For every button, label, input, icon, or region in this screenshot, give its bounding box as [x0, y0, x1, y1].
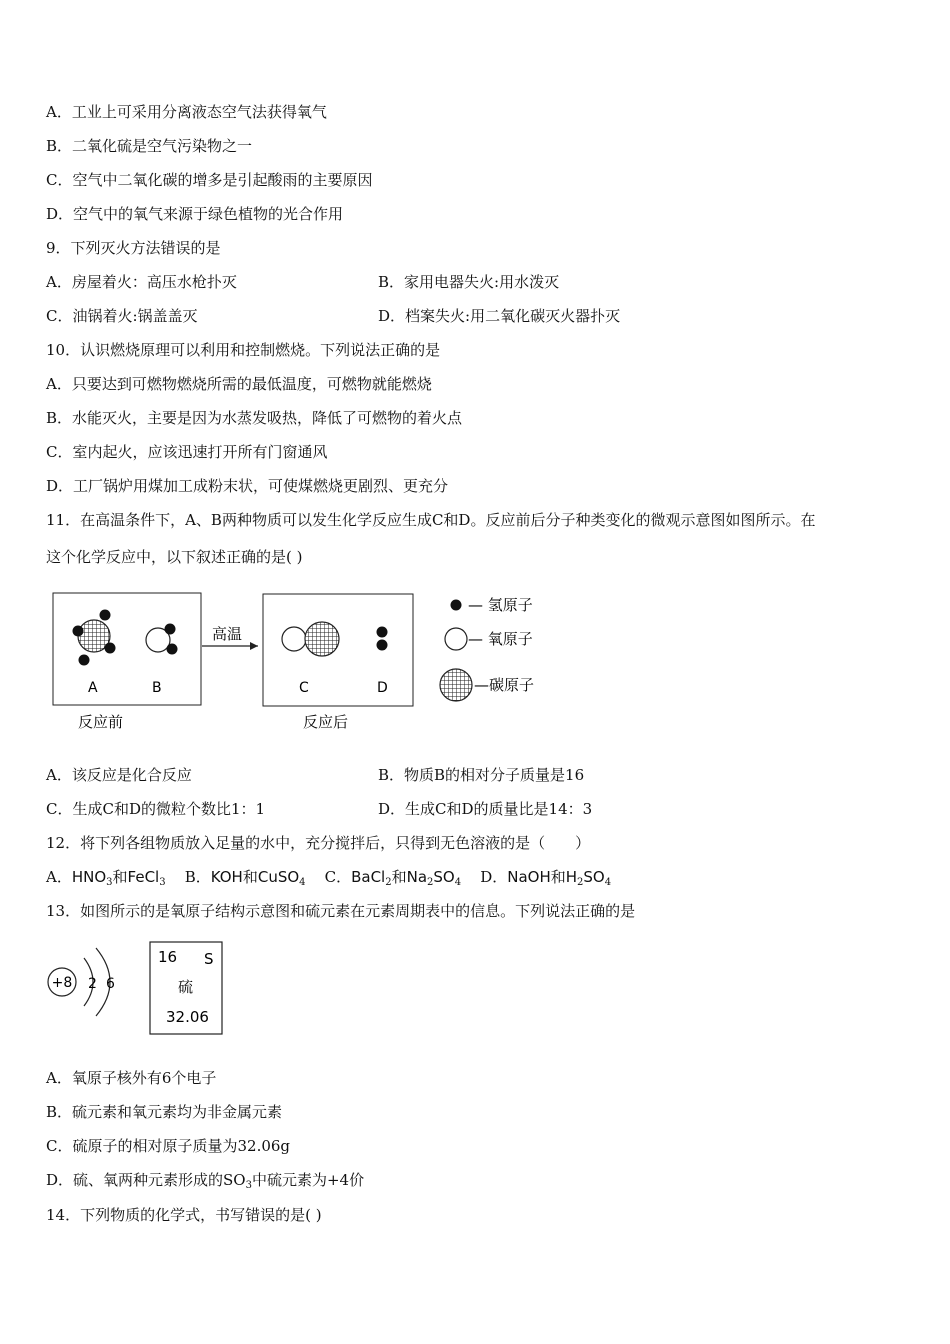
q14-stem: 14．下列物质的化学式，书写错误的是( ) — [46, 1206, 322, 1224]
element-symbol: S — [204, 950, 214, 968]
q11-option-c: C．生成C和D的微粒个数比1：1 — [46, 800, 266, 818]
q8-option-c: C．空气中二氧化碳的增多是引起酸雨的主要原因 — [46, 171, 373, 189]
q12-option-b: B．KOH和CuSO$_4$ — [184, 868, 306, 888]
arrow-label: 高温 — [212, 625, 243, 643]
molecule-c — [282, 622, 339, 656]
molecule-b — [146, 624, 178, 655]
q10-option-a: A．只要达到可燃物燃烧所需的最低温度，可燃物就能燃烧 — [46, 375, 432, 393]
legend-hydrogen: — 氢原子 — [468, 596, 533, 614]
before-box — [53, 593, 201, 705]
q8-option-a: A．工业上可采用分离液态空气法获得氧气 — [46, 103, 327, 121]
nucleus-charge: +8 — [51, 975, 73, 991]
legend-carbon-symbol — [440, 669, 472, 701]
q9-option-c: C．油锅着火:锅盖盖灭 — [46, 307, 198, 325]
legend-oxygen-symbol — [445, 628, 467, 650]
q13-option-a: A．氧原子核外有6个电子 — [46, 1069, 217, 1087]
q12-stem: 12．将下列各组物质放入足量的水中，充分搅拌后，只得到无色溶液的是（ ） — [46, 834, 591, 852]
atomic-mass: 32.06 — [166, 1008, 209, 1026]
legend — [440, 596, 534, 701]
q12-option-a: A．$HNO_3$和FeCl$_3$ — [46, 868, 166, 888]
q11-stem-line1: 11．在高温条件下，A、B两种物质可以发生化学反应生成C和D。反应前后分子种类变化的微观示意图如图所示。在 — [46, 511, 816, 529]
reaction-diagram — [48, 588, 568, 738]
arrow-head — [250, 642, 258, 650]
after-label: 反应后 — [303, 713, 349, 731]
q11-stem-line2: 这个化学反应中，以下叙述正确的是( ) — [46, 548, 303, 566]
q9-option-a: A．房屋着火：高压水枪扑灭 — [46, 273, 237, 291]
molecule-d — [377, 627, 388, 651]
shell1-electrons: 2 — [88, 976, 97, 992]
atomic-number: 16 — [158, 948, 178, 966]
legend-hydrogen-symbol — [451, 600, 462, 611]
q11-option-d: D．生成C和D的质量比是14：3 — [378, 800, 593, 818]
element-name: 硫 — [178, 978, 194, 996]
molecule-a — [73, 610, 116, 666]
q12-option-c: C．BaCl$_2$和$Na_2SO_4$ — [324, 868, 462, 888]
after-box — [263, 594, 413, 706]
q9-stem: 9．下列灭火方法错误的是 — [46, 239, 221, 257]
q9-option-d: D．档案失火:用二氧化碳灭火器扑灭 — [378, 307, 621, 325]
q10-option-c: C．室内起火，应该迅速打开所有门窗通风 — [46, 443, 328, 461]
shell2-electrons: 6 — [106, 976, 115, 992]
before-label: 反应前 — [78, 713, 124, 731]
q10-stem: 10．认识燃烧原理可以利用和控制燃烧。下列说法正确的是 — [46, 341, 441, 359]
q12-options — [46, 867, 611, 887]
label-c: C — [299, 680, 309, 696]
label-a: A — [88, 680, 98, 696]
label-d: D — [377, 680, 388, 696]
q11-option-b: B．物质B的相对分子质量是16 — [378, 766, 585, 784]
legend-oxygen: — 氧原子 — [468, 630, 533, 648]
legend-carbon: —碳原子 — [474, 676, 535, 694]
q13-stem: 13．如图所示的是氧原子结构示意图和硫元素在元素周期表中的信息。下列说法正确的是 — [46, 902, 636, 920]
q11-option-a: A．该反应是化合反应 — [46, 766, 192, 784]
sulfur-element-card — [148, 940, 228, 1036]
label-b: B — [152, 680, 162, 696]
q13-option-d: D．硫、氧两种元素形成的$SO_3$中硫元素为+4价 — [46, 1171, 365, 1191]
q13-option-c: C．硫原子的相对原子质量为32.06g — [46, 1137, 291, 1155]
q13-option-b: B．硫元素和氧元素均为非金属元素 — [46, 1103, 283, 1121]
q10-option-d: D．工厂锅炉用煤加工成粉末状，可使煤燃烧更剧烈、更充分 — [46, 477, 449, 495]
q8-option-d: D．空气中的氧气来源于绿色植物的光合作用 — [46, 205, 344, 223]
q12-option-d: D．NaOH和$H_2SO_4$ — [480, 868, 612, 888]
q10-option-b: B．水能灭火，主要是因为水蒸发吸热，降低了可燃物的着火点 — [46, 409, 463, 427]
q8-option-b: B．二氧化硫是空气污染物之一 — [46, 137, 253, 155]
q9-option-b: B．家用电器失火:用水泼灭 — [378, 273, 560, 291]
